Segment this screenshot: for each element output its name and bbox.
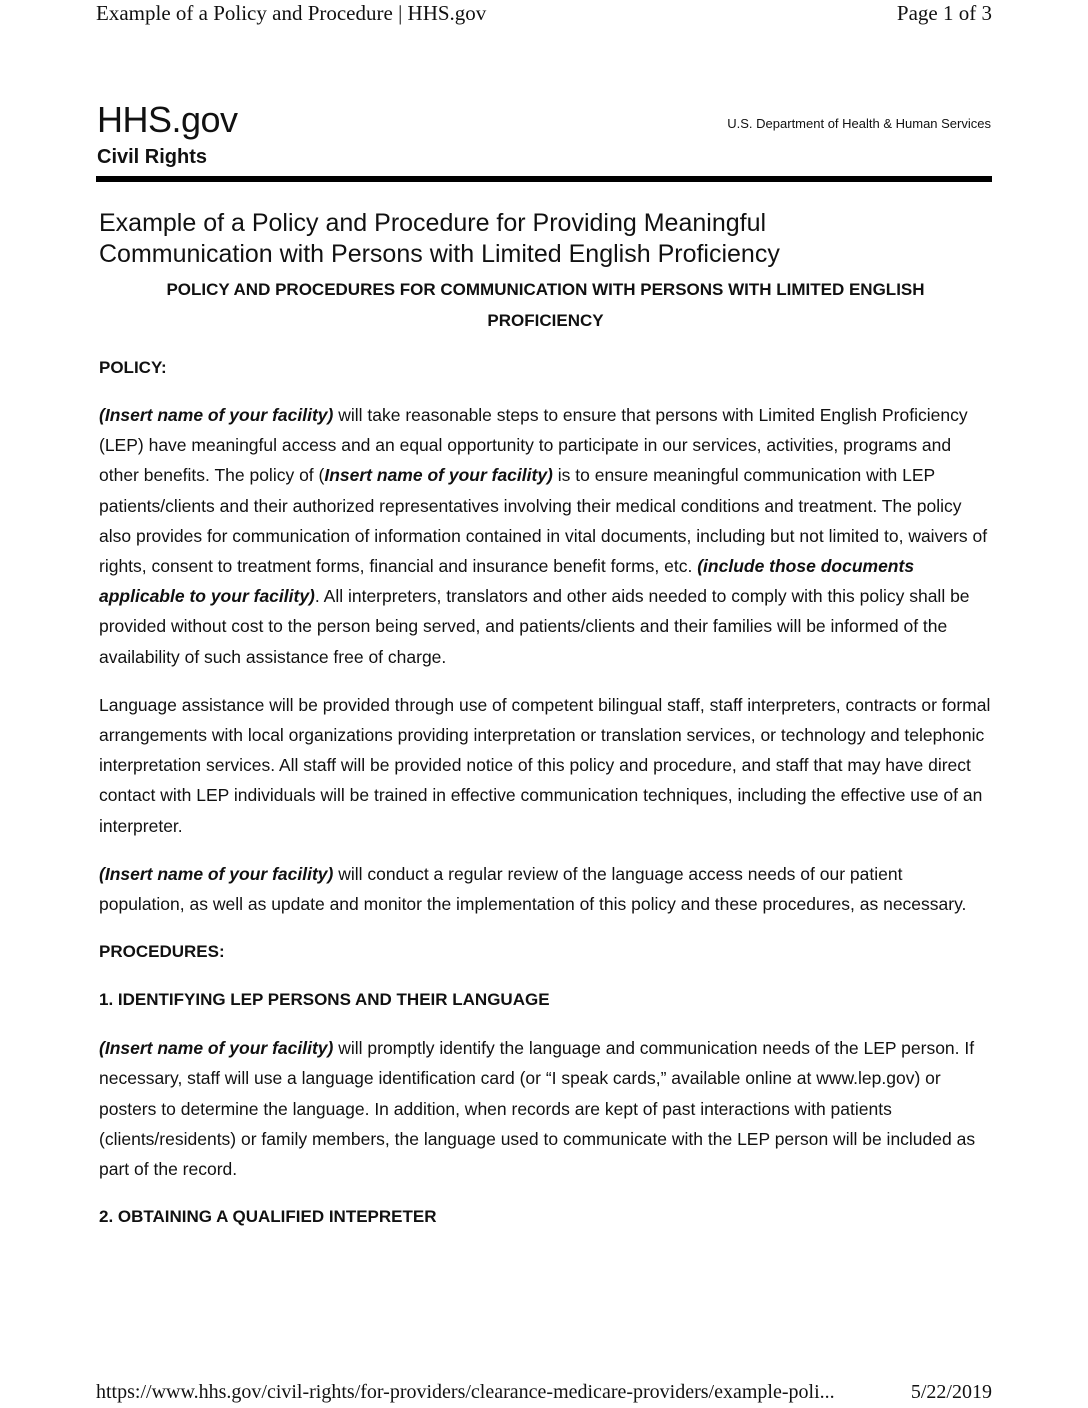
print-date: 5/22/2019 [910,1381,992,1403]
policy-paragraph-3: (Insert name of your facility) will conduct a regular review of the language access needs of our patient population, as well as update and monitor the implementation of this policy and these procedures, as necessary. [99,863,967,915]
print-page-number: Page 1 of 3 [896,1,992,25]
print-header [96,1,992,26]
facility-placeholder: (Insert name of your facility) [99,405,334,425]
department-name: U.S. Department of Health & Human Services [727,116,991,131]
procedure-1-heading: 1. IDENTIFYING LEP PERSONS AND THEIR LANGUAGE [99,990,550,1010]
section-title: Civil Rights [97,146,208,168]
procedure-1-paragraph: (Insert name of your facility) will promptly identify the language and communication needs of the LEP person. If necessary, staff will use a language identification card (or “I speak cards,” available online at www.lep.gov) or posters to determine the language. In addition, when records are kept of past interactions with patients (clients/residents) or family members, the language used to communicate with the LEP person will be included as part of the record. [99,1038,976,1180]
page-url: https://www.hhs.gov/civil-rights/for-providers/clearance-medicare-providers/example-poli... [96,1381,835,1403]
print-footer [96,1381,992,1404]
document-body [99,208,992,1232]
policy-heading: POLICY: [99,358,167,377]
documents-placeholder: (include those documents applicable to your facility) [99,556,915,607]
facility-placeholder: (Insert name of your facility) [99,1038,334,1059]
policy-paragraph-2: Language assistance will be provided through use of competent bilingual staff, staff interpreters, contracts or formal arrangements with local organizations providing interpretation or translation services, or technology and telephonic interpretation services. All staff will be provided notice of this policy and procedure, and staff that may have direct contact with LEP individuals will be trained in effective communication techniques, including the effective use of an interpreter. [99,694,991,836]
print-header-title: Example of a Policy and Procedure | HHS.gov [96,1,487,25]
facility-placeholder: Insert name of your facility) [324,465,553,486]
document-subtitle: POLICY AND PROCEDURES FOR COMMUNICATION WITH PERSONS WITH LIMITED ENGLISH PROFICIENCY [166,280,925,330]
facility-placeholder: (Insert name of your facility) [99,863,334,884]
site-header [97,98,992,170]
procedures-heading: PROCEDURES: [99,942,225,962]
header-divider [96,176,992,182]
site-logo: HHS.gov [97,99,238,140]
procedure-2-heading: 2. OBTAINING A QUALIFIED INTEPRETER [99,1207,437,1227]
policy-paragraph-1: (Insert name of your facility) will take reasonable steps to ensure that persons with Limited English Proficiency (LEP) have meaningful access and an equal opportunity to participate in our services, activities, programs and other benefits. The policy of (Insert name of your facility) is to ensure meaningful communication with LEP patients/clients and their authorized representatives involving their medical conditions and treatment. The policy also provides for communication of information contained in vital documents, including but not limited to, waivers of rights, consent to treatment forms, financial and insurance benefit forms, etc. (include those documents applicable to your facility). All interpreters, translators and other aids needed to comply with this policy shall be provided without cost to the person being served, and patients/clients and their families will be informed of the availability of such assistance free of charge. [99,405,988,667]
document-title: Example of a Policy and Procedure for Providing Meaningful Communication with Persons with Limited English Proficiency [99,209,780,268]
